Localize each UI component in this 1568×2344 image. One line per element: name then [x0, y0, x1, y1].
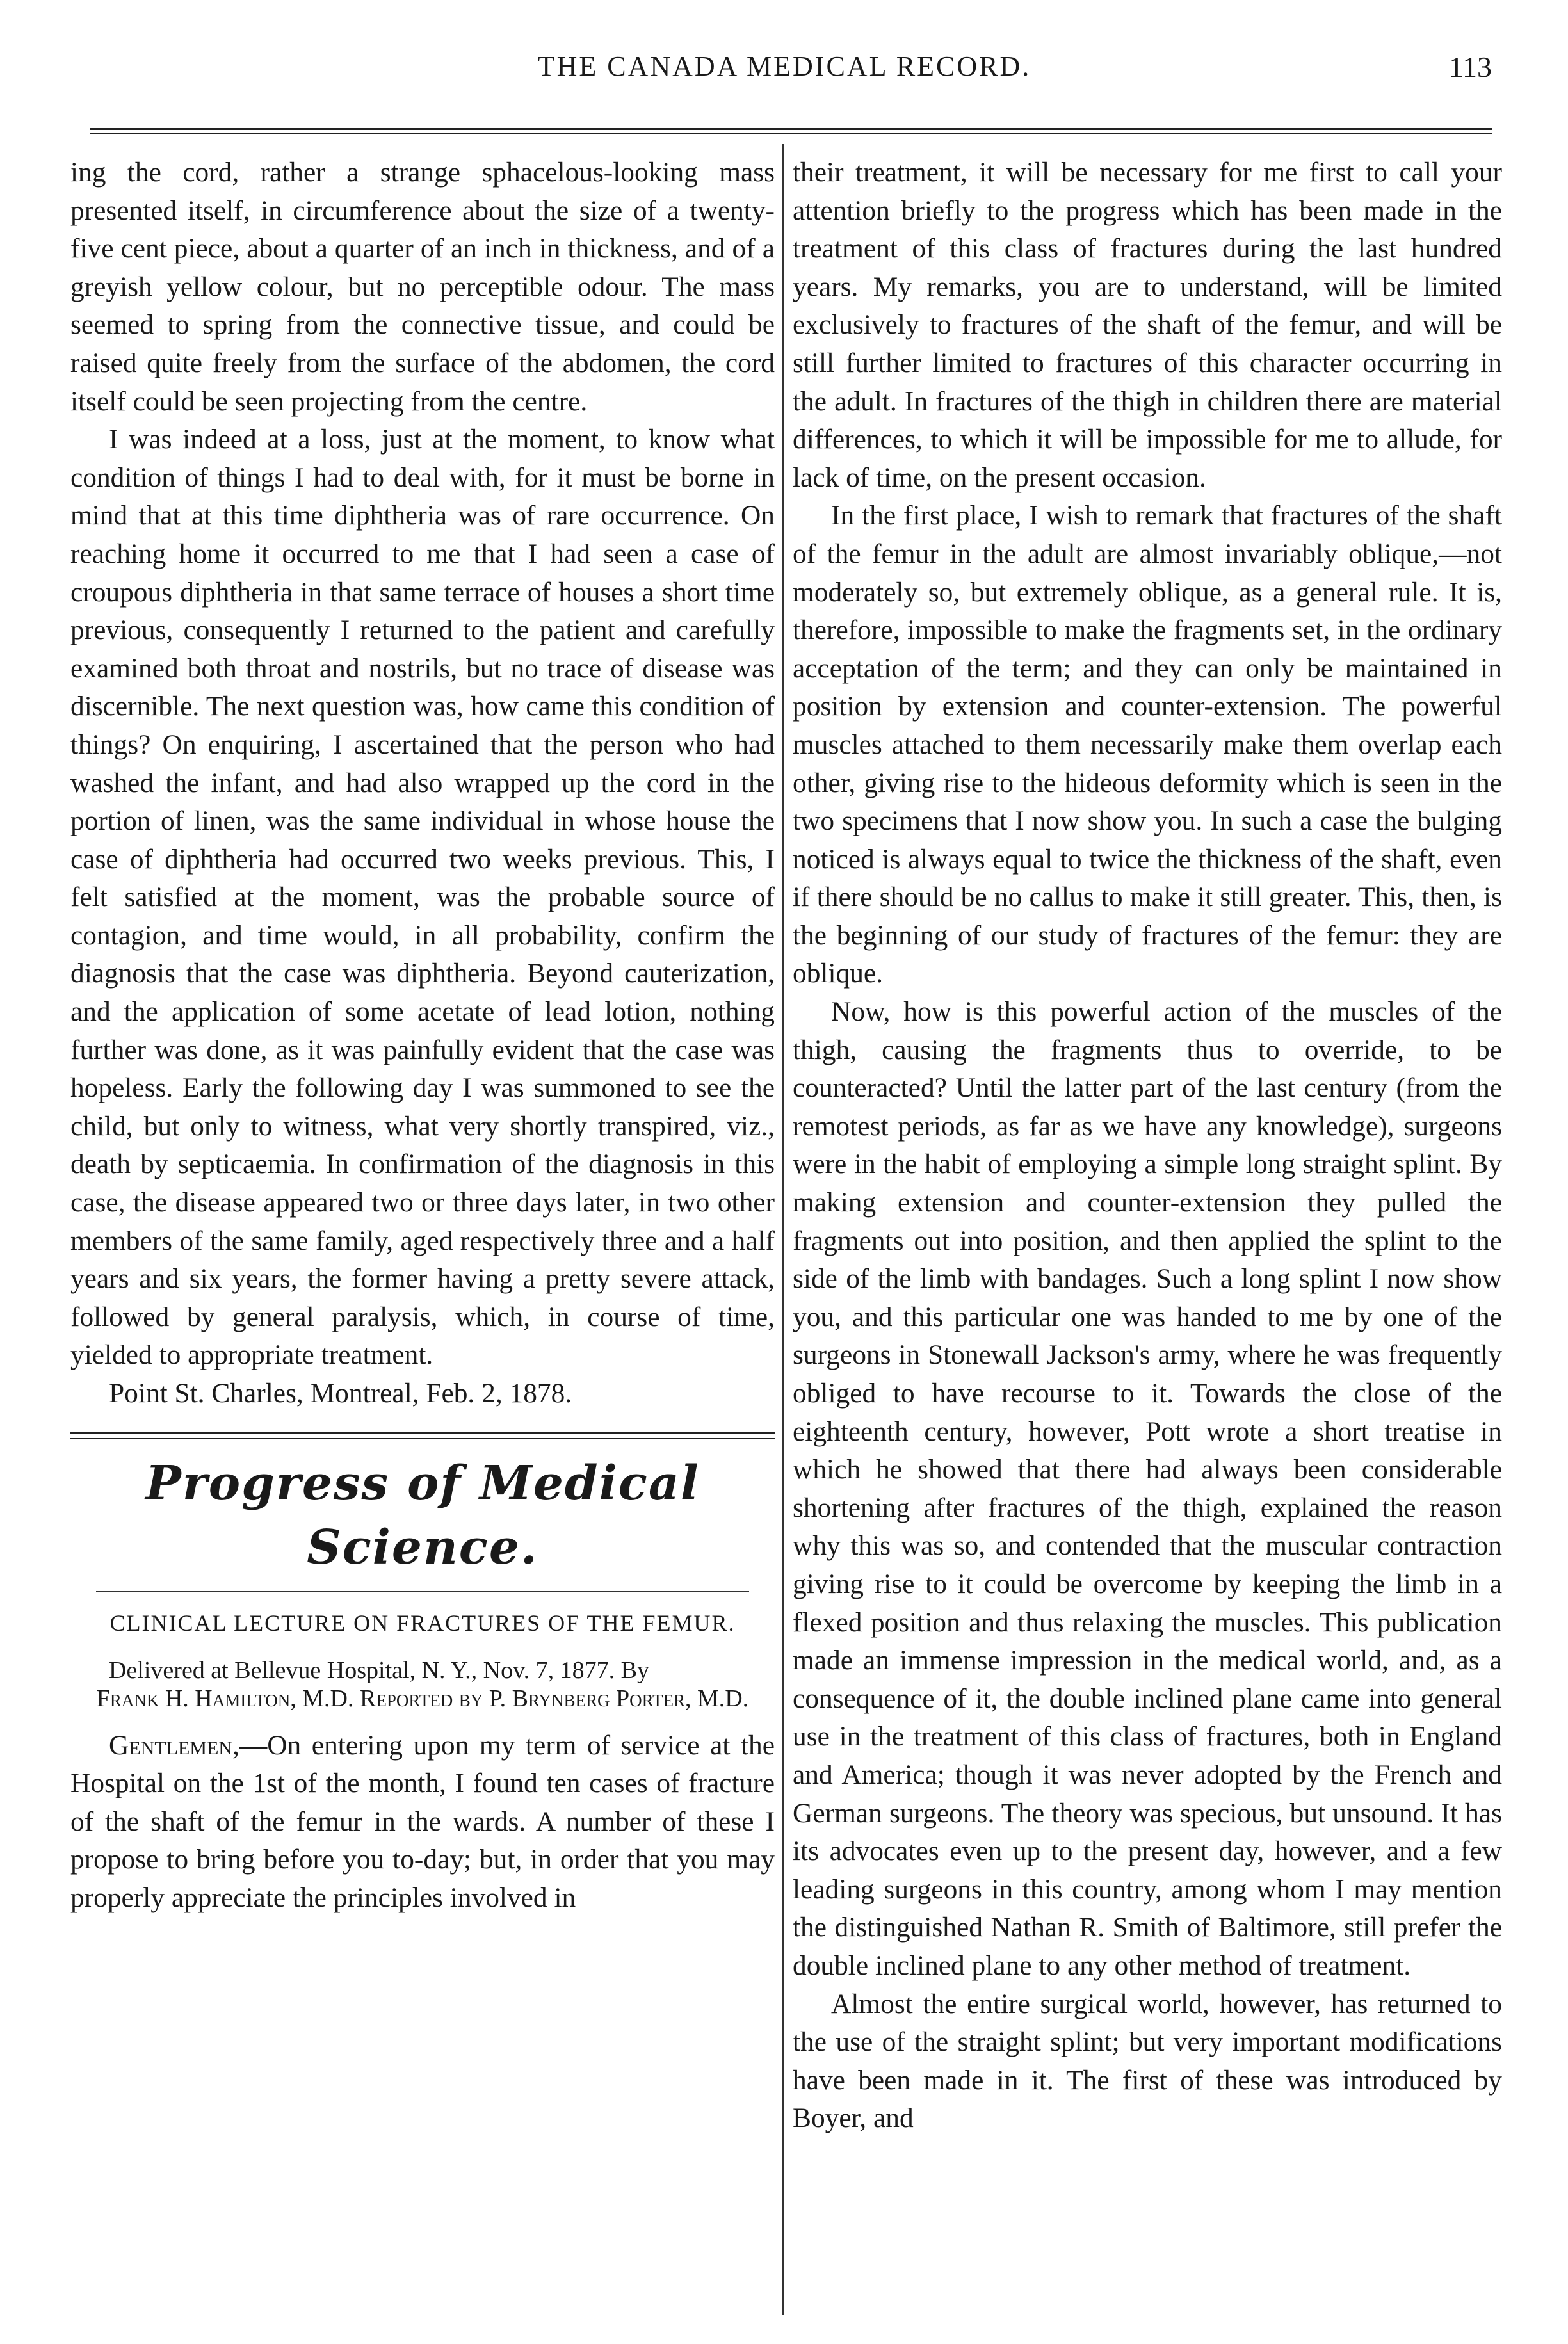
running-head	[77, 50, 1492, 101]
byline-venue: Delivered at Bellevue Hospital, N. Y., Nov. 7, 1877. By	[109, 1656, 649, 1684]
paragraph: their treatment, it will be necessary for me first to call your attention briefly to the progress which has been made in the treatment of this class of fractures during the last hundred years. My remarks, you are to understand, will be limited exclusively to fractures of the shaft of the femur, and will be still further limited to fractures of this character occurring in the adult. In fractures of the thigh in children there are material differences, to which it will be impossible for me to allude, for lack of time, on the present occasion.	[793, 157, 1502, 493]
paragraph: In the first place, I wish to remark that fractures of the shaft of the femur in the adult are almost invariably oblique,—not moderately so, but extremely oblique, as a general rule. It is, therefore, impossible to make the fragments set, in the ordinary acceptation of the term; and they can only be maintained in position by extension and counter-extension. The powerful muscles attached to them necessarily make them overlap each other, giving rise to the hideous deformity which is seen in the two specimens that I now show you. In such a case the bulging noticed is always equal to twice the thickness of the shaft, even if there should be no callus to make it still greater. This, then, is the beginning of our study of fractures of the femur: they are oblique.	[793, 500, 1502, 989]
page-number: 113	[1448, 51, 1492, 83]
paragraph: ing the cord, rather a strange sphacelous-looking mass presented itself, in circumference about the size of a twenty-five cent piece, about a quarter of an inch in thickness, and of a greyish yellow colour, but no perceptible odour. The mass seemed to spring from the connective tissue, and could be raised quite freely from the surface of the abdomen, the cord itself could be seen projecting from the centre.	[70, 157, 775, 417]
right-column	[793, 154, 1502, 2305]
running-title: THE CANADA MEDICAL RECORD.	[537, 51, 1031, 82]
paragraph: Almost the entire surgical world, however, has returned to the use of the straight splint; but very important modifications have been made in it. The first of these was introduced by Boyer, and	[793, 1988, 1502, 2134]
paragraph: Now, how is this powerful action of the muscles of the thigh, causing the fragments thus to override, to be counteracted? Until the latter part of the last century (from the remotest periods, as far as we have any knowledge), surgeons were in the habit of employing a simple long straight splint. By making extension and counter-extension they pulled the fragments out into position, and then applied the splint to the side of the limb with bandages. Such a long splint I now show you, and this particular one was handed to me by one of the surgeons in Stonewall Jackson's army, where he was frequently obliged to have recourse to it. Towards the close of the eighteenth century, however, Pott wrote a short treatise in which he showed that there had always been considerable shortening after fractures of the thigh, explained the reason why this was so, and contended that the muscular contraction giving rise to it could be overcome by keeping the limb in a flexed position and thus relaxing the muscles. This publication made an immense impression in the medical world, and, as a consequence of it, the double inclined plane came into general use in the treatment of this class of fractures, both in England and America; though it was never adopted by the French and German surgeons. The theory was specious, but unsound. It has its advocates even up to the present day, however, and a few leading surgeons in this country, among whom I may mention the distinguished Nathan R. Smith of Baltimore, still prefer the double inclined plane to any other method of treatment.	[793, 996, 1502, 1981]
header-rule	[90, 128, 1492, 134]
article-title: CLINICAL LECTURE ON FRACTURES OF THE FEMUR.	[109, 1610, 736, 1636]
byline-authors: Frank H. Hamilton, M.D. Reported by P. Brynberg Porter, M.D.	[96, 1685, 749, 1712]
paragraph-text: —On entering upon my term of service at the Hospital on the 1st of the month, I found ten cases of fracture of the shaft of the femur in the wards. A number of these I propose to bring before you to-day; but, in order that you may properly appreciate the principles involved in	[70, 1729, 775, 1913]
paragraph	[70, 1727, 775, 1918]
salutation: Gentlemen,	[109, 1729, 239, 1761]
paragraph: I was indeed at a loss, just at the moment, to know what condition of things I had to deal with, for it must be borne in mind that at this time diphtheria was of rare occurrence. On reaching home it occurred to me that I had seen a case of croupous diphtheria in that same terrace of houses a short time previous, consequently I returned to the patient and carefully examined both throat and nostrils, but no trace of disease was discernible. The next question was, how came this condition of things? On enquiring, I ascertained that the person who had washed the infant, and had also wrapped up the cord in the portion of linen, was the same individual in whose house the case of diphtheria had occurred two weeks previous. This, I felt satisfied at the moment, was the probable source of contagion, and time would, in all probability, confirm the diagnosis that the case was diphtheria. Beyond cauterization, and the application of some acetate of lead lotion, nothing further was done, as it was painfully evident that the case was hopeless. Early the following day I was summoned to see the child, but only to witness, what very shortly transpired, viz., death by septicaemia. In confirmation of the diagnosis in this case, the disease appeared two or three days later, in two other members of the same family, aged respectively three and a half years and six years, the former having a pretty severe attack, followed by general paralysis, which, in course of time, yielded to appropriate treatment.	[70, 424, 775, 1371]
signature-line: Point St. Charles, Montreal, Feb. 2, 1878.	[109, 1378, 572, 1409]
section-heading: Progress of Medical Science.	[145, 1455, 700, 1575]
left-column	[70, 154, 775, 2305]
section-divider	[70, 1432, 775, 1439]
heading-rule	[96, 1591, 749, 1592]
column-divider	[782, 144, 784, 2315]
byline	[70, 1656, 775, 1713]
